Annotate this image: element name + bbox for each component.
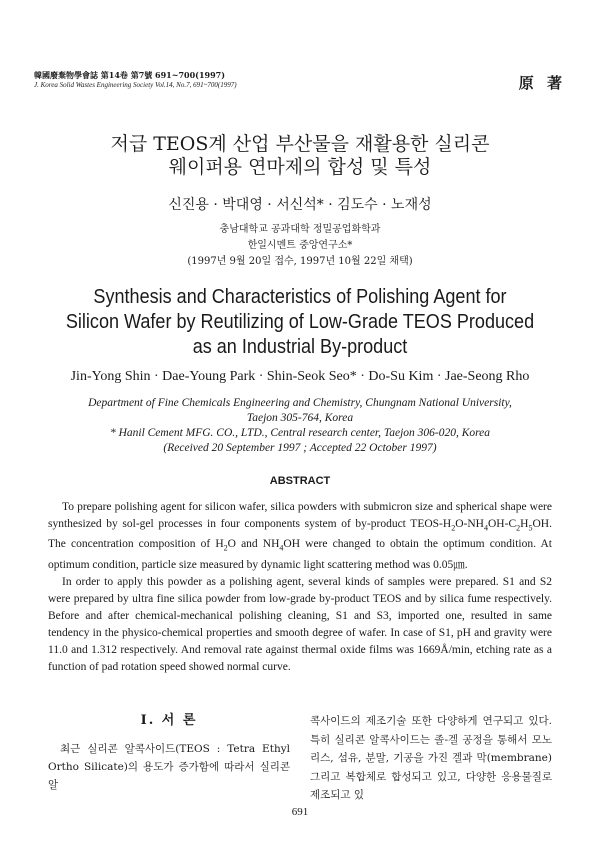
- abstract-paragraph-2: In order to apply this powder as a polishing agent, several kinds of samples were prepared. S1 and S2 were prepared by ultra fine silica powder from low-grade by-product TEOS and by silica fume respectively. Before and after chemical-mechanical polishing cleaning, S1 and S3, imported one, resulted in same tendency in the physico-chemical properties and smooth degree of wafer. In case of S1, pH and gravity were 11.0 and 1.312 respectively. And removal rate against thermal oxide films was 1669Å/min, etching rate as a function of pad rotation speed showed normal curve.: [48, 575, 552, 674]
- english-affiliation-line: Taejon 305-764, Korea: [246, 412, 354, 424]
- body-paragraph: 최근 실리콘 알콕사이드(TEOS : Tetra Ethyl Ortho Silicate)의 용도가 증가함에 따라서 실리콘 알: [48, 743, 290, 791]
- body-paragraph: 콕사이드의 제조기술 또한 다양하게 연구되고 있다. 특히 실리콘 알콕사이드는 졸-겔 공정을 통해서 모노리스, 섬유, 분말, 기공을 가진 겔과 막(membrane) 그리고 복합체로 합성되고 있고, 다양한 응용물질로 제조되고 있: [310, 715, 552, 801]
- korean-affiliation: [0, 222, 600, 270]
- english-title-line: Synthesis and Characteristics of Polishing Agent for: [93, 285, 507, 308]
- korean-affiliation-line: 한일시멘트 중앙연구소*: [247, 240, 353, 251]
- english-title-line: as an Industrial By-product: [192, 335, 408, 358]
- article-type-label: 原 著: [518, 74, 566, 92]
- abstract-paragraph-1: To prepare polishing agent for silicon wafer, silica powders with submicron size and spherical shape were synthesized by sol-gel processes in four components system of by-product TEOS-$H_2O-NH_4OH-C_2H_5OH$. The concentration composition of $H_2O$ and $NH_4OH$ were changed to obtain the optimum condition. At optimum condition, particle size measured by dynamic light scattering method was 0.05㎛.: [48, 501, 552, 571]
- journal-header-english: J. Korea Solid Wastes Engineering Society Vol.14, No.7, 691~700(1997): [34, 81, 237, 89]
- english-title-line: Silicon Wafer by Reutilizing of Low-Grade TEOS Produced: [65, 310, 535, 333]
- korean-title-line: 웨이퍼용 연마제의 합성 및 특성: [168, 156, 432, 178]
- english-received-dates: (Received 20 September 1997 ; Accepted 22 October 1997): [163, 442, 437, 454]
- section-heading-introduction: Ⅰ. 서 론: [140, 713, 198, 728]
- korean-affiliation-line: 충남대학교 공과대학 정밀공업화학과: [219, 224, 381, 235]
- english-affiliation: [0, 396, 600, 456]
- english-title: [36, 284, 564, 359]
- english-authors: Jin-Yong Shin · Dae-Young Park · Shin-Seok Seo* · Do-Su Kim · Jae-Seong Rho: [70, 369, 530, 384]
- english-affiliation-line: * Hanil Cement MFG. CO., LTD., Central research center, Taejon 306-020, Korea: [109, 427, 491, 439]
- abstract-body: [48, 499, 552, 677]
- journal-header-korean: 韓國廢棄物學會誌 第14卷 第7號 691~700(1997): [34, 70, 225, 80]
- korean-title-line: 저급 TEOS계 산업 부산물을 재활용한 실리콘: [110, 133, 490, 155]
- korean-title: [0, 133, 600, 179]
- body-column-left: [48, 712, 290, 794]
- korean-authors: 신진용 · 박대영 · 서신석* · 김도수 · 노재성: [168, 197, 432, 213]
- abstract-heading: ABSTRACT: [269, 475, 331, 487]
- body-column-right: [310, 712, 552, 805]
- korean-received-dates: (1997년 9월 20일 접수, 1997년 10월 22일 채택): [187, 256, 413, 267]
- english-affiliation-line: Department of Fine Chemicals Engineering and Chemistry, Chungnam National University,: [88, 397, 512, 409]
- page-number: 691: [291, 806, 309, 818]
